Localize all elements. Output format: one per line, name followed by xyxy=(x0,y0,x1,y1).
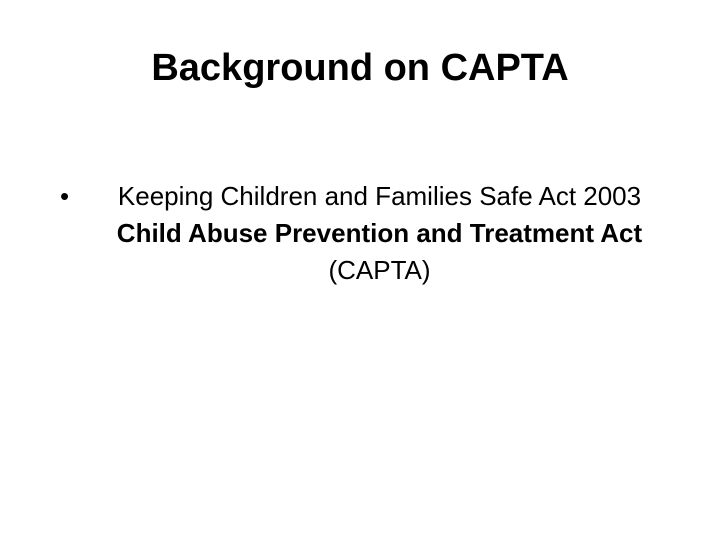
bullet-text-before: Keeping Children and Families Safe Act 2003 xyxy=(117,181,642,211)
bullet-text xyxy=(89,178,670,289)
bullet-marker: • xyxy=(60,181,70,211)
bullet-text-bold: Child Abuse Prevention and Treatment Act xyxy=(116,218,643,248)
bullet-text-after: (CAPTA) xyxy=(328,255,431,285)
bullet-list xyxy=(60,178,670,289)
slide-title: Background on CAPTA xyxy=(151,47,569,89)
bullet-item xyxy=(60,178,670,289)
